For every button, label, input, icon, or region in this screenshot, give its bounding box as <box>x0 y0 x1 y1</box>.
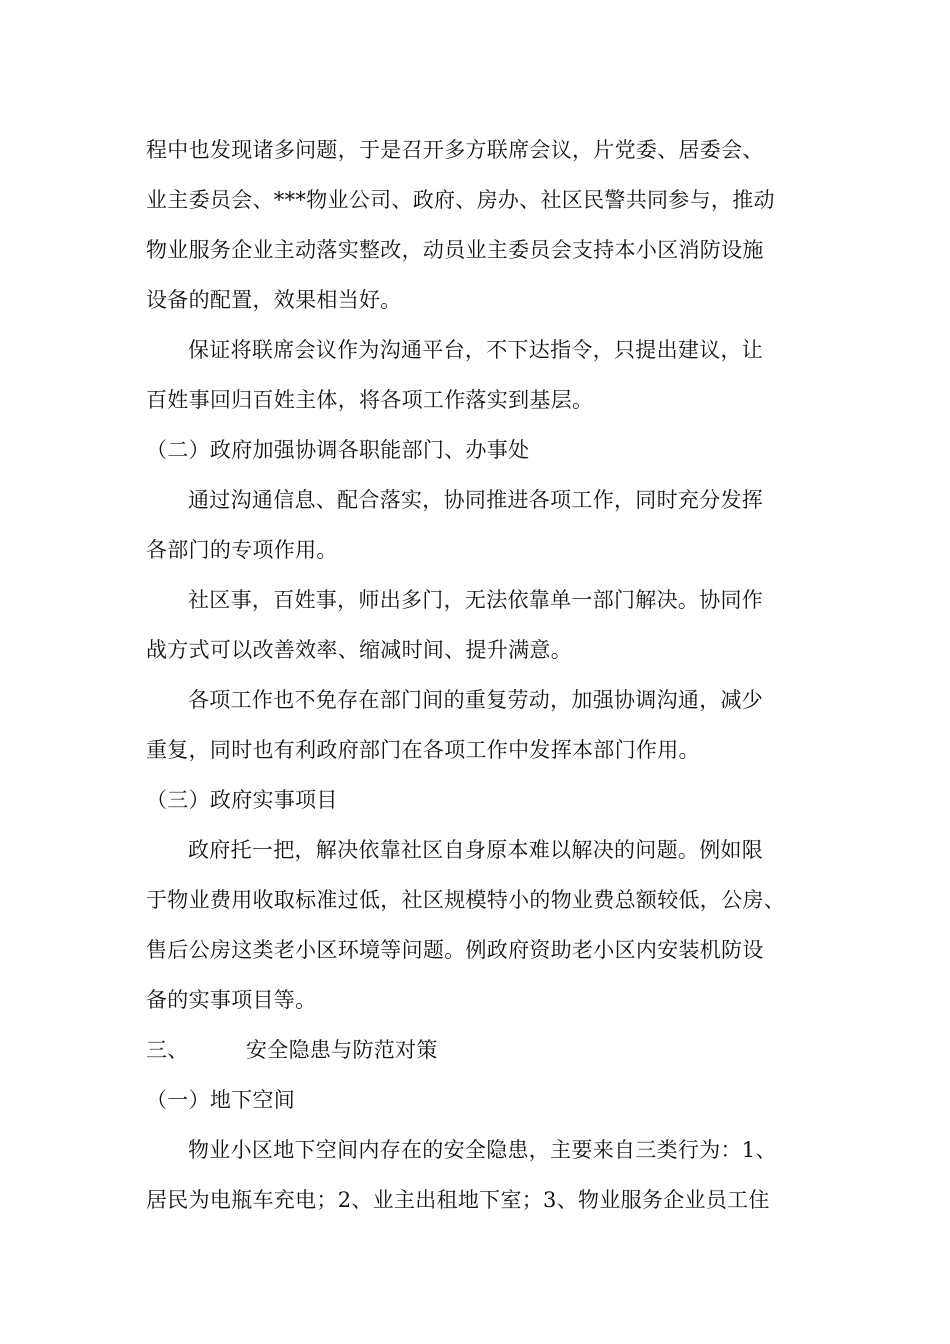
subheading: （三）政府实事项目 <box>146 788 338 812</box>
paragraph-line: 战方式可以改善效率、缩减时间、提升满意。 <box>146 638 572 662</box>
paragraph-line: 重复，同时也有利政府部门在各项工作中发挥本部门作用。 <box>146 738 700 762</box>
paragraph-line: 保证将联席会议作为沟通平台，不下达指令，只提出建议，让 <box>188 338 764 362</box>
paragraph-line: 各部门的专项作用。 <box>146 538 338 562</box>
paragraph-line: 通过沟通信息、配合落实，协同推进各项工作，同时充分发挥 <box>188 488 764 512</box>
paragraph-line: 售后公房这类老小区环境等问题。例政府资助老小区内安装机防设 <box>146 938 764 962</box>
paragraph-line: 社区事，百姓事，师出多门，无法依靠单一部门解决。协同作 <box>188 588 764 612</box>
paragraph-line: 政府托一把，解决依靠社区自身原本难以解决的问题。例如限 <box>188 838 764 862</box>
paragraph-line: 于物业费用收取标准过低，社区规模特小的物业费总额较低，公房、 <box>146 888 785 912</box>
paragraph-line: 百姓事回归百姓主体，将各项工作落实到基层。 <box>146 388 594 412</box>
subheading: （一）地下空间 <box>146 1088 296 1112</box>
paragraph-line: 备的实事项目等。 <box>146 988 317 1012</box>
paragraph-line: 物业小区地下空间内存在的安全隐患，主要来自三类行为：1、 <box>188 1138 777 1162</box>
paragraph-line: 程中也发现诸多问题，于是召开多方联席会议，片党委、居委会、 <box>146 138 764 162</box>
paragraph-line: 设备的配置，效果相当好。 <box>146 288 402 312</box>
subheading: （二）政府加强协调各职能部门、办事处 <box>146 438 530 462</box>
section-number: 三、 <box>146 1038 189 1062</box>
paragraph-line: 各项工作也不免存在部门间的重复劳动，加强协调沟通，减少 <box>188 688 764 712</box>
section-title: 安全隐患与防范对策 <box>246 1038 438 1062</box>
paragraph-line: 业主委员会、***物业公司、政府、房办、社区民警共同参与，推动 <box>146 188 775 212</box>
paragraph-line: 居民为电瓶车充电；2、业主出租地下室；3、物业服务企业员工住 <box>146 1188 770 1212</box>
paragraph-line: 物业服务企业主动落实整改，动员业主委员会支持本小区消防设施 <box>146 238 764 262</box>
